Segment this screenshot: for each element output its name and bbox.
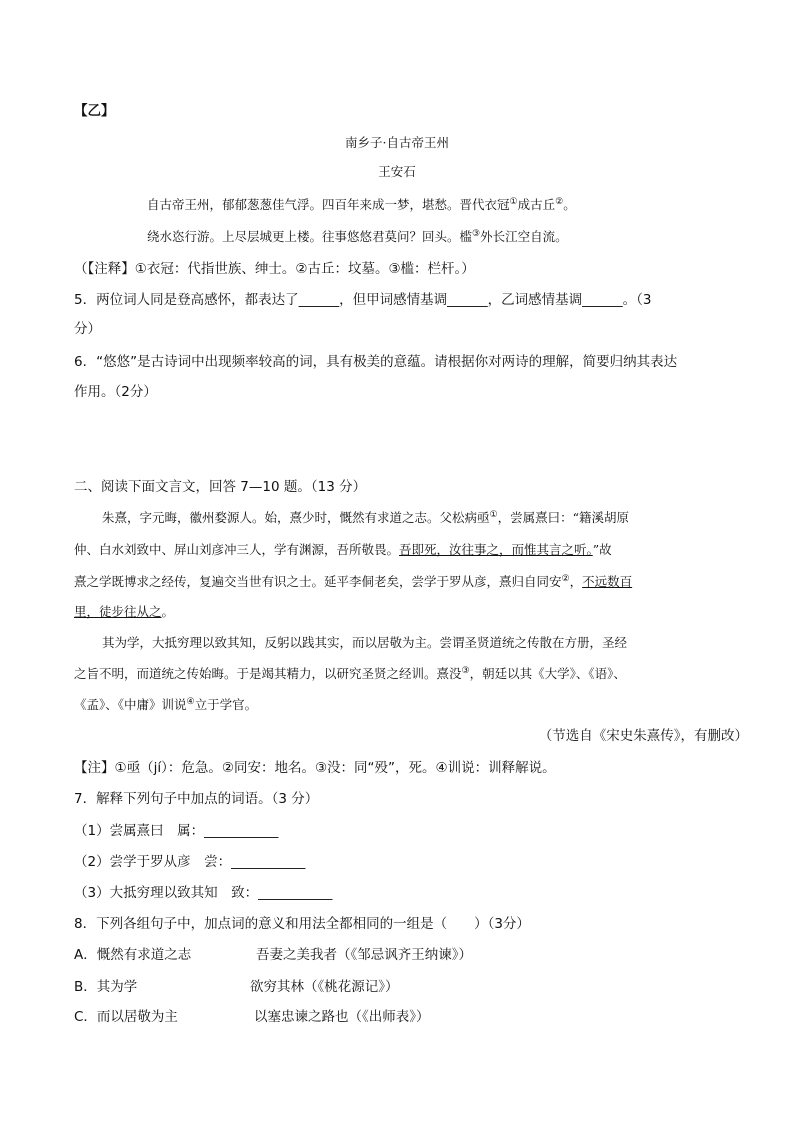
passage-source: （节选自《宋史朱熹传》，有删改）	[538, 728, 748, 744]
question-8-stem: 8．下列各组句子中，加点词的意义和用法全都相同的一组是（ ）（3分）	[74, 916, 530, 932]
passage-p2-line-2: 之旨不明，而道统之传始晦。于是竭其精力，以研究圣贤之经训。熹没③，朝廷以其《大学》、《语》、	[74, 665, 626, 681]
question-6-line-2: 作用。（2分）	[74, 384, 157, 400]
question-7-item-3: （3）大抵穷理以致其知 致：___________	[74, 885, 333, 901]
poem-annotation: （【注释】①衣冠：代指世族、绅士。②古丘：坟墓。③槛：栏杆。）	[74, 261, 475, 277]
part-2-heading: 二、阅读下面文言文，回答 7—10 题。（13 分）	[74, 479, 367, 495]
question-8-option-a-right: 吾妻之美我者（《邹忌讽齐王纳谏》）	[256, 947, 472, 963]
passage-p1-line-1: 朱熹，字元晦，徽州婺源人。始，熹少时，慨然有求道之志。父松病亟①，尝属熹曰：“籍溪胡原	[102, 509, 629, 525]
passage-annotation: 【注】①亟（jí）：危急。②同安：地名。③没：同“殁”，死。④训说：训释解说。	[74, 760, 556, 776]
passage-p1-line-4: 里，徒步往从之。	[74, 604, 175, 619]
question-8-option-b-left: B．其为学	[74, 979, 138, 995]
question-7-stem: 7．解释下列句子中加点的词语。（3 分）	[74, 791, 319, 807]
question-5-line-1: 5．两位词人同是登高感怀，都表达了______，但甲词感情基调______，乙词感情基调______。（3	[74, 292, 652, 308]
passage-p2-line-1: 其为学，大抵穷理以致其知，反躬以践其实，而以居敬为主。尝谓圣贤道统之传散在方册，圣经	[102, 635, 628, 650]
question-8-option-b-right: 欲穷其林（《桃花源记》）	[250, 979, 399, 995]
question-8-option-c-left: C．而以居敬为主	[74, 1009, 178, 1025]
poem-line-1: 自古帝王州，郁郁葱葱佳气浮。四百年来成一梦，堪愁。晋代衣冠①成古丘②。	[147, 196, 576, 212]
question-5-line-2: 分）	[74, 321, 101, 337]
poem-title: 南乡子·自古帝王州	[345, 135, 449, 150]
section-yi-label: 【乙】	[74, 103, 115, 119]
underlined-sentence-1: 吾即死，汝往事之，而惟其言之听。	[399, 542, 593, 557]
underlined-sentence-2b: 里，徒步往从之	[74, 604, 162, 619]
passage-p1-line-2: 仲、白水刘致中、屏山刘彦冲三人，学有渊源，吾所敬畏。吾即死，汝往事之，而惟其言之听。”故	[74, 542, 612, 557]
question-8-option-c-right: 以塞忠谏之路也（《出师表》）	[254, 1009, 430, 1025]
poem-line-2: 绕水恣行游。上尽层城更上楼。往事悠悠君莫问？回头。槛③外长江空自流。	[147, 228, 568, 244]
question-7-item-1: （1）尝属熹曰 属：___________	[74, 823, 279, 839]
passage-p1-line-3: 熹之学既博求之经传，复遍交当世有识之士。延平李侗老矣，尝学于罗从彦，熹归自同安②，不远数百	[74, 573, 633, 589]
question-6-line-1: 6．“悠悠”是古诗词中出现频率较高的词，具有极美的意蕴。请根据你对两诗的理解，简要归纳其表达	[74, 354, 678, 370]
question-8-option-a-left: A．慨然有求道之志	[74, 947, 192, 963]
underlined-sentence-2a: 不远数百	[582, 574, 633, 589]
passage-p2-line-3: 《孟》、《中庸》训说④立于学官。	[74, 696, 258, 712]
poem-author: 王安石	[378, 164, 416, 179]
question-7-item-2: （2）尝学于罗从彦 尝：___________	[74, 854, 306, 870]
